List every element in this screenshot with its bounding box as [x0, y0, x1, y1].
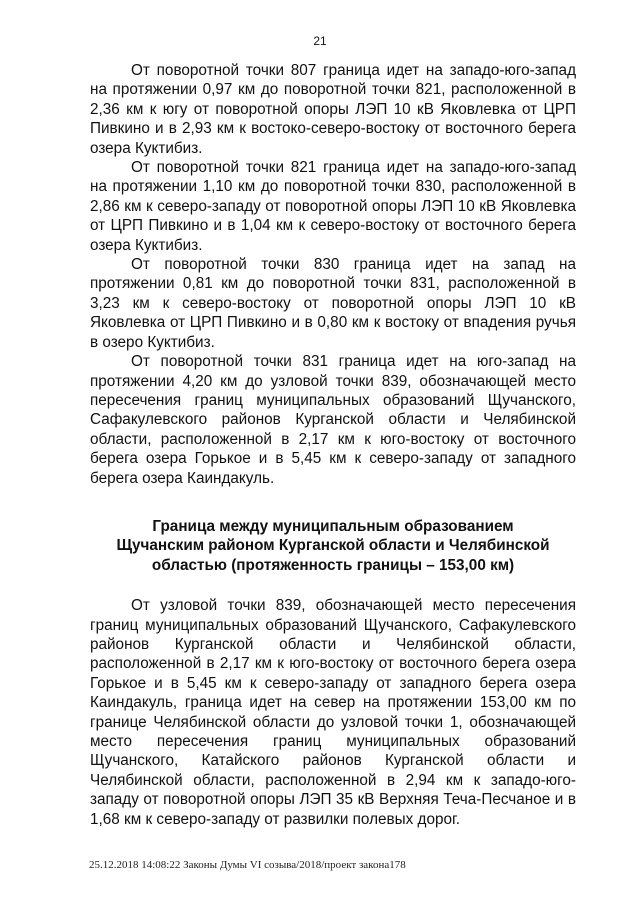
section-heading [90, 517, 576, 575]
document-body [90, 61, 576, 829]
paragraph-point-807: От поворотной точки 807 граница идет на западо-юго-запад на протяжении 0,97 км до поворотной точки 821, расположенной в 2,36 км к югу от поворотной опоры ЛЭП 10 кВ Яковлевка от ЦРП Пивкино и в 2,93 км к востоко-северо-востоку от восточного берега озера Куктибиз. [90, 62, 576, 157]
document-footer: 25.12.2018 14:08:22 Законы Думы VI созыва/2018/проект закона178 [89, 859, 406, 871]
section-heading-line-3: областью (протяженность границы – 153,00 км) [151, 556, 515, 574]
paragraph-point-821: От поворотной точки 821 граница идет на западо-юго-запад на протяжении 1,10 км до поворотной точки 830, расположенной в 2,86 км к северо-западу от поворотной опоры ЛЭП 10 кВ Яковлевка от ЦРП Пивкино и в 1,04 км к северо-востоку от восточного берега озера Куктибиз. [90, 159, 576, 254]
page-number: 21 [313, 34, 327, 48]
paragraph-point-830: От поворотной точки 830 граница идет на запад на протяжении 0,81 км до поворотной точки 831, расположенной в 3,23 км к северо-востоку от поворотной опоры ЛЭП 10 кВ Яковлевка от ЦРП Пивкино и в 0,80 км к востоку от впадения ручья в озеро Куктибиз. [90, 256, 576, 351]
section-heading-line-2: Щучанским районом Курганской области и Челябинской [116, 537, 550, 555]
paragraph-point-831: От поворотной точки 831 граница идет на юго-запад на протяжении 4,20 км до узловой точки 839, обозначающей место пересечения границ муниципальных образований Щучанского, Сафакулевского районов Курганской области и Челябинской области, расположенной в 2,17 км к юго-востоку от восточного берега озера Горькое и в 5,45 км к северо-западу от западного берега озера Каиндакуль. [90, 353, 576, 487]
section-heading-line-1: Граница между муниципальным образованием [152, 517, 514, 535]
section-body-paragraph: От узловой точки 839, обозначающей место пересечения границ муниципальных образований Щучанского, Сафакулевского районов Курганской области и Челябинской области, расположенной в 2,17 км к юго-востоку от восточного берега озера Горькое и в 5,45 км к северо-западу от западного берега озера Каиндакуль, граница идет на север на протяжении 153,00 км по границе Челябинской области до узловой точки 1, обозначающей место пересечения границ муниципальных образований Щучанского, Катайского районов Курганской области и Челябинской области, расположенной в 2,94 км к западо-юго-западу от поворотной опоры ЛЭП 35 кВ Верхняя Теча-Песчаное и в 1,68 км к северо-западу от развилки полевых дорог. [90, 597, 576, 828]
